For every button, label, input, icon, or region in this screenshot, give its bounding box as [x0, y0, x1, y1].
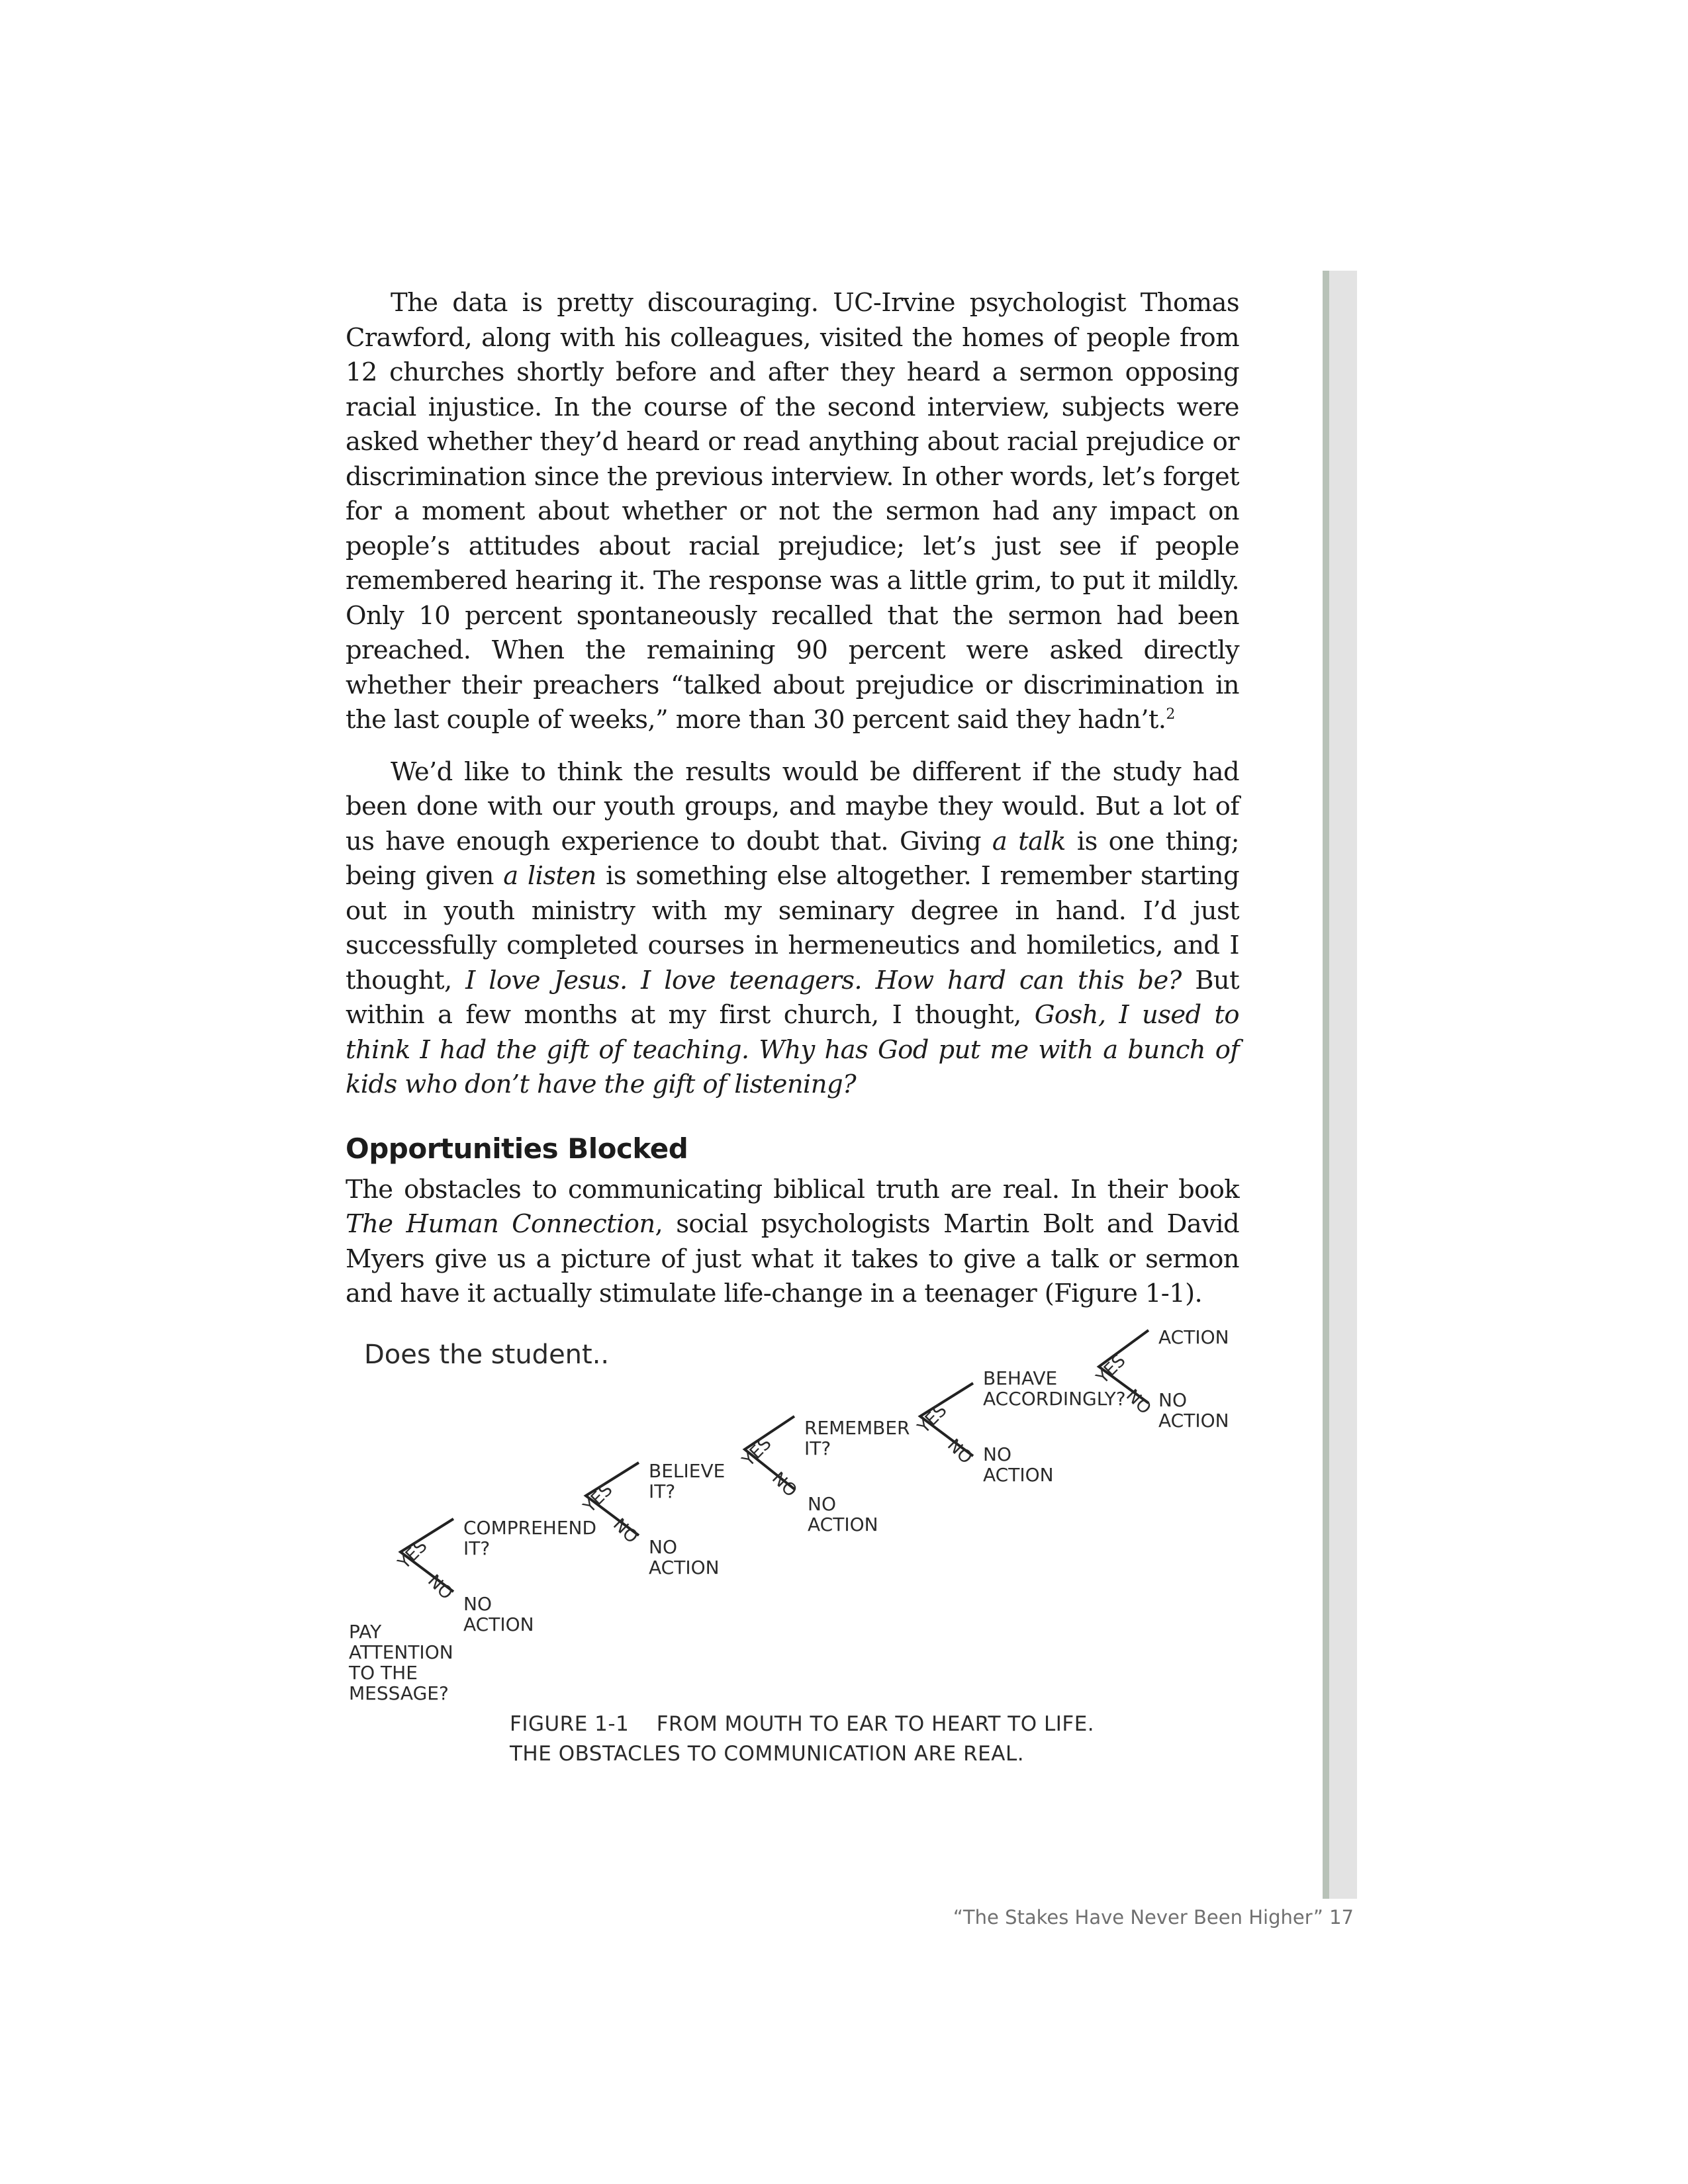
footnote-ref[interactable]: 2	[1166, 706, 1175, 723]
start-line: TO THE	[349, 1662, 418, 1684]
question-line: BEHAVE	[983, 1367, 1058, 1389]
page-number: 17	[1329, 1906, 1354, 1929]
figure-caption	[509, 1712, 1094, 1766]
outcome-line: NO	[463, 1593, 492, 1615]
outcome-line: ACTION	[983, 1464, 1054, 1486]
node-labels	[348, 1326, 1229, 1704]
no-label: NO	[768, 1468, 801, 1502]
no-label: NO	[1122, 1385, 1155, 1419]
paragraph-1: The data is pretty discouraging. UC-Irvine psychologist Thomas Crawford, along with his colleagues, visited the homes of people from 12 churches shortly before and after they heard a sermon opposing racial injustice. In the course of the second interview, subjects were asked whether they’d heard or read anything about racial prejudice or discrimination since the previous interview. In other words, let’s forget for a moment about whether or not the sermon had any impact on people’s attitudes about racial prejudice; let’s just see if people remembered hearing it. The response was a little grim, to put it mildly. Only 10 percent spontaneously recalled that the sermon had been preached. When the remaining 90 percent were asked directly whether their preachers “talked about prejudice or discrimination in the last couple of weeks,” more than 30 percent said they hadn’t.$^2$	[346, 288, 1239, 735]
outcome-line: ACTION	[808, 1514, 878, 1535]
caption-line-1: FIGURE 1-1 FROM MOUTH TO EAR TO HEART TO LIFE.	[510, 1712, 1095, 1736]
start-line: MESSAGE?	[349, 1682, 449, 1704]
yes-label: YES	[738, 1433, 776, 1471]
final-action: ACTION	[1158, 1326, 1229, 1348]
question-line: IT?	[649, 1480, 676, 1502]
yes-label: YES	[394, 1536, 432, 1573]
no-label: NO	[609, 1514, 642, 1548]
no-label: NO	[424, 1570, 457, 1604]
paragraph-2: We’d like to think the results would be different if the study had been done with our youth groups, and maybe they would. But a lot of us have enough experience to doubt that. Giving a talk is one thing; being given a listen is something else altogether. I remember starting out in youth ministry with my seminary degree in hand. I’d just successfully completed courses in hermeneutics and homiletics, and I thought, I love Jesus. I love teenagers. How hard can this be? But within a few months at my first church, I thought, Gosh, I used to think I had the gift of teaching. Why has God put me with a bunch of kids who don’t have the gift of listening?	[346, 756, 1240, 1099]
outcome-line: NO	[983, 1443, 1011, 1465]
outcome-line: ACTION	[1158, 1410, 1229, 1432]
outcome-line: ACTION	[649, 1557, 720, 1578]
start-line: ATTENTION	[349, 1641, 453, 1663]
yes-label: YES	[579, 1480, 617, 1517]
no-label: NO	[943, 1435, 976, 1469]
yes-label: YES	[914, 1400, 951, 1437]
outcome-line: NO	[1158, 1389, 1187, 1411]
caption-line-2: THE OBSTACLES TO COMMUNICATION ARE REAL.	[510, 1742, 1025, 1766]
paragraph-3: The obstacles to communicating biblical truth are real. In their book The Human Connection, social psychologists Martin Bolt and David Myers give us a picture of just what it takes to give a talk or sermon and have it actually stimulate life-change in a teenager (Figure 1-1).	[346, 1174, 1240, 1308]
outcome-line: NO	[808, 1493, 836, 1515]
question-line: BELIEVE	[649, 1460, 726, 1482]
yes-label: YES	[1092, 1351, 1130, 1388]
question-line: IT?	[804, 1437, 831, 1459]
page-footer	[861, 1906, 1354, 1929]
running-title: “The Stakes Have Never Been Higher”	[953, 1906, 1323, 1929]
question-line: ACCORDINGLY?	[983, 1388, 1126, 1410]
start-line: PAY	[349, 1621, 382, 1643]
outcome-line: ACTION	[463, 1614, 534, 1635]
section-heading: Opportunities Blocked	[346, 1132, 688, 1165]
outcome-line: NO	[649, 1536, 677, 1558]
question-line: REMEMBER	[804, 1417, 910, 1439]
question-line: IT?	[463, 1537, 491, 1559]
figure-title: Does the student..	[364, 1340, 610, 1370]
question-line: COMPREHEND	[463, 1517, 597, 1539]
